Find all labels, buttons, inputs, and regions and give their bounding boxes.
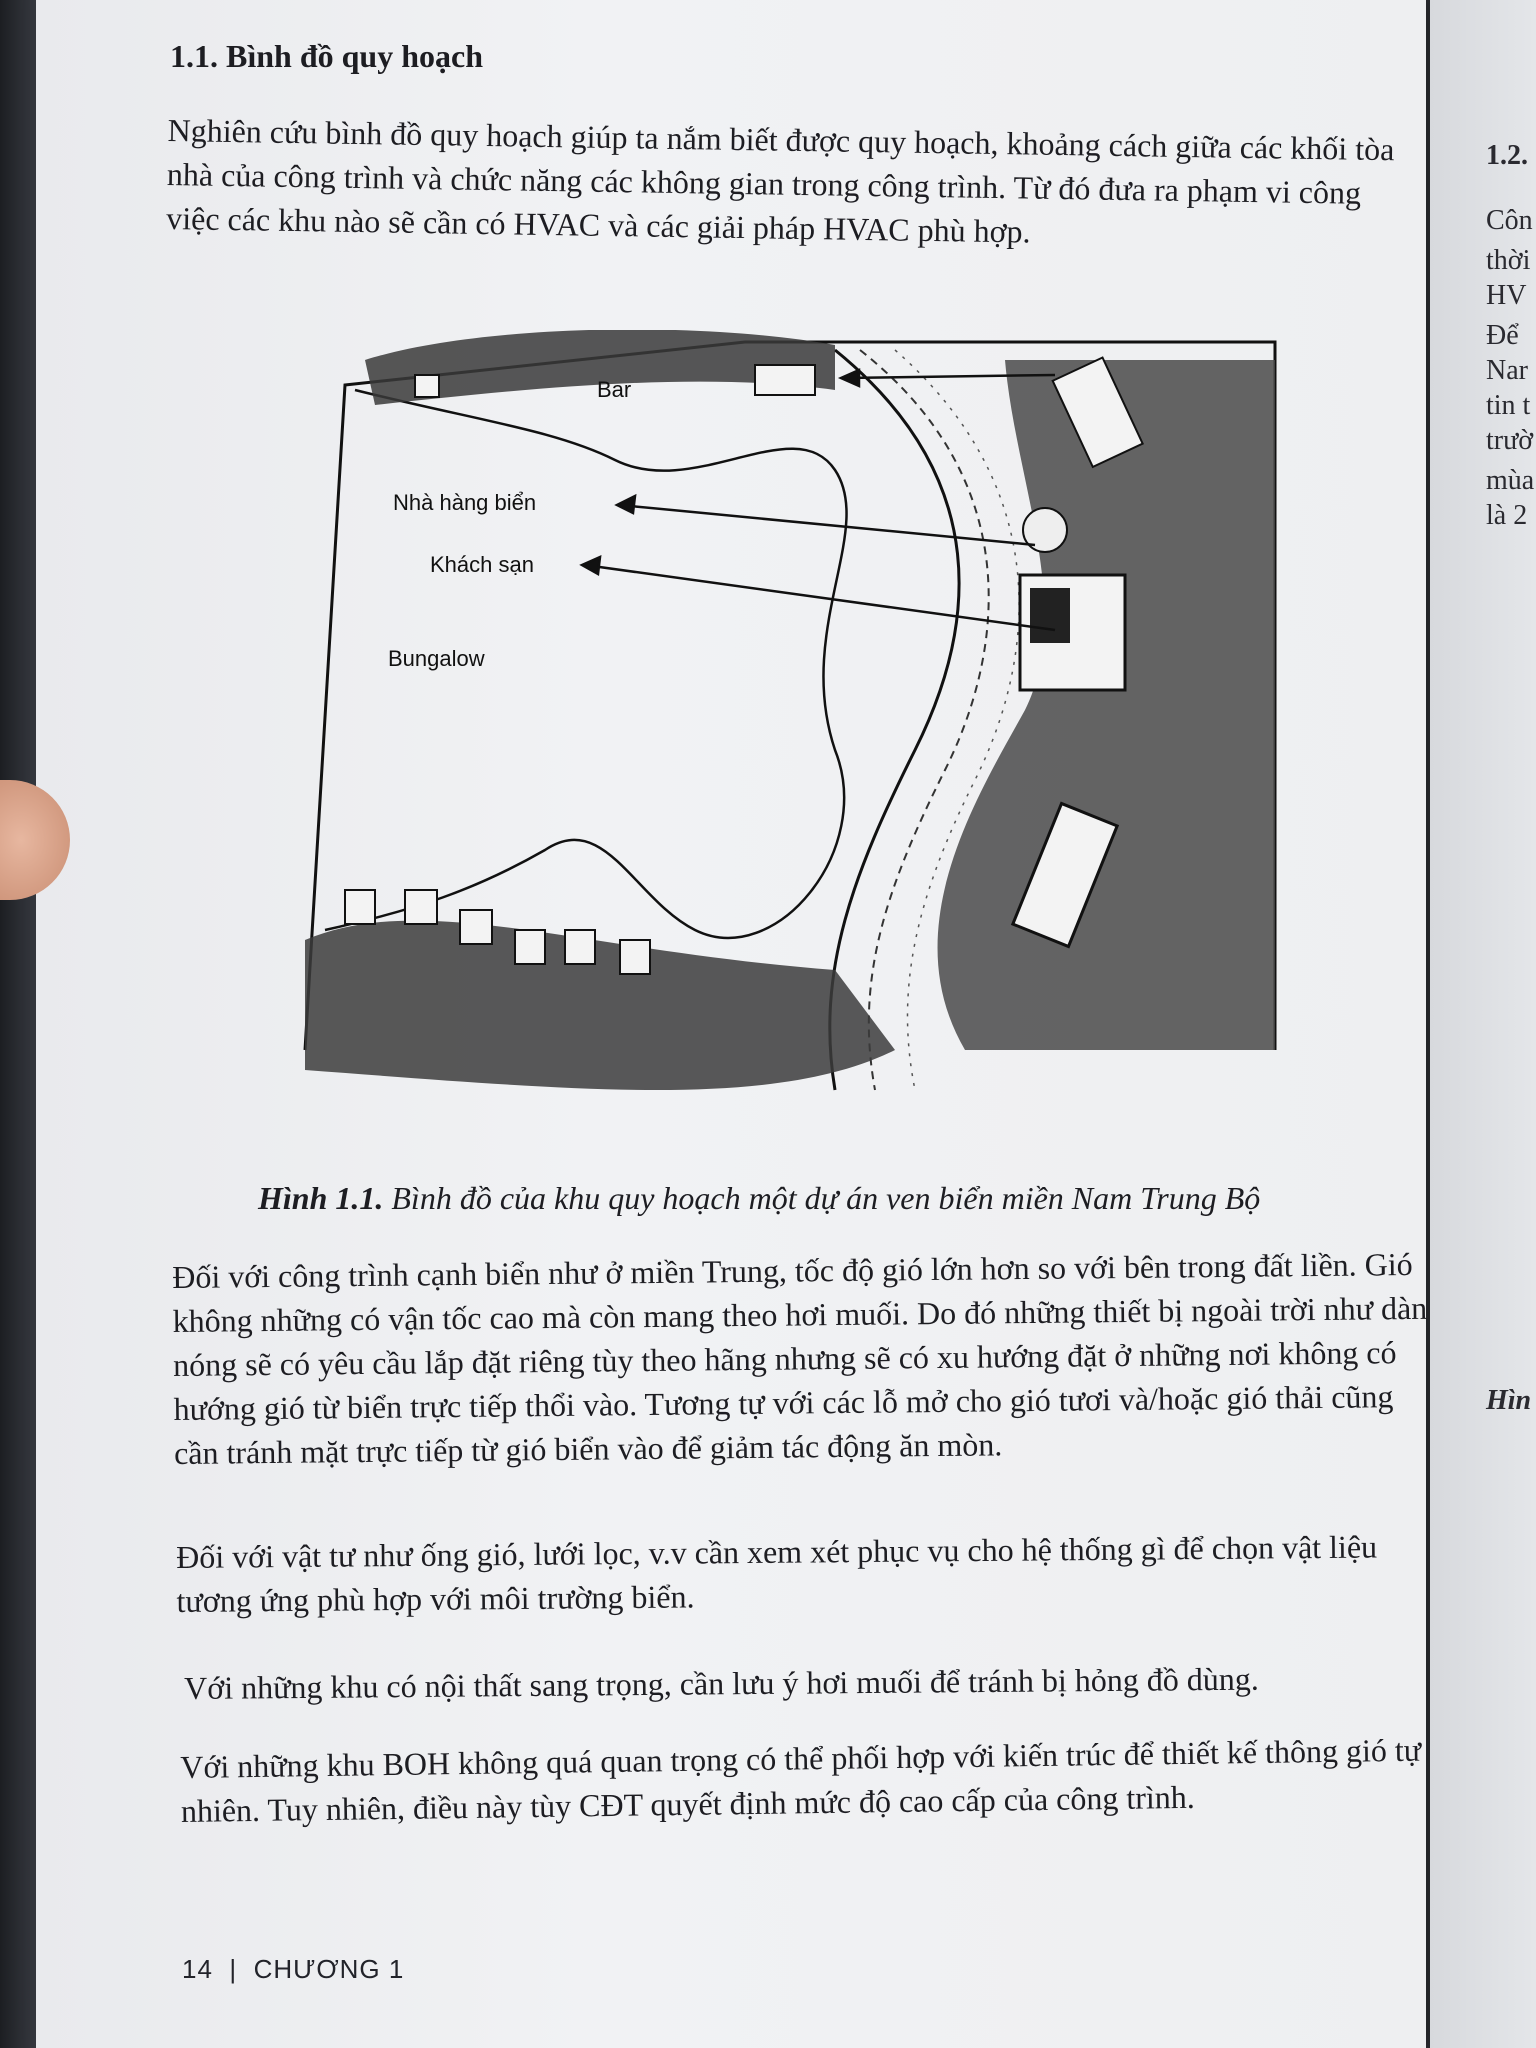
vegetation-right [938, 360, 1275, 1050]
next-page-line: tin t [1486, 390, 1531, 421]
body-paragraph-2: Đối với vật tư như ống gió, lưới lọc, v.v cần xem xét phục vụ cho hệ thống gì để chọn vật liệu tương ứng phù hợp với môi trường biển. [176, 1528, 1378, 1619]
body-paragraph-3: Với những khu có nội thất sang trọng, cần lưu ý hơi muối để tránh bị hỏng đồ dùng. [184, 1660, 1259, 1706]
next-page-line: Để [1486, 320, 1519, 351]
site-plan-figure [275, 330, 1315, 1140]
hotel-pool [1030, 588, 1070, 643]
bungalow-unit [565, 930, 595, 964]
beach-line-outer [830, 350, 959, 1090]
footer-separator: | [229, 1954, 238, 1984]
next-page-heading: 1.2. [1486, 140, 1528, 171]
bungalow-unit [460, 910, 492, 944]
figure-caption [258, 1180, 1260, 1217]
arrow-hotel [585, 565, 1055, 630]
arrow-bar-head [841, 370, 859, 386]
top-house [415, 375, 439, 397]
bungalow-unit [620, 940, 650, 974]
desk-background [0, 0, 40, 2048]
intro-paragraph: Nghiên cứu bình đồ quy hoạch giúp ta nắm biết được quy hoạch, khoảng cách giữa các khối tòa nhà của công trình và chức năng các không gian trong công trình. Từ đó đưa ra phạm vi công việc các khu nào sẽ cần có HVAC và các giải pháp HVAC phù hợp. [165, 111, 1395, 250]
next-page-line: mùa [1486, 465, 1535, 496]
body-paragraph-1: Đối với công trình cạnh biển như ở miền Trung, tốc độ gió lớn hơn so với bên trong đất liền. Gió không những có vận tốc cao mà còn mang theo hơi muối. Do đó những thiết bị ngoài trời như dàn nóng sẽ có yêu cầu lắp đặt riêng tùy theo hãng nhưng sẽ có xu hướng đặt ở những nơi không có hướng gió từ biển trực tiếp thổi vào. Tương tự với các lỗ mở cho gió tươi và/hoặc gió thải cũng cần tránh mặt trực tiếp từ gió biển vào để giảm tác động ăn mòn. [172, 1246, 1428, 1471]
bar-building [755, 365, 815, 395]
next-page-line: Nar [1486, 355, 1528, 386]
next-page-figure-ref: Hìn [1486, 1385, 1532, 1416]
page-number: 14 [182, 1954, 213, 1984]
next-page-line: là 2 [1486, 500, 1528, 531]
label-restaurant: Nhà hàng biển [393, 490, 537, 515]
page-footer [182, 1954, 404, 1985]
caption-number: Hình 1.1. [258, 1180, 384, 1216]
body-paragraph-4: Với những khu BOH không quá quan trọng có thể phối hợp với kiến trúc để thiết kế thông gió tự nhiên. Tuy nhiên, điều này tùy CĐT quyết định mức độ cao cấp của công trình. [180, 1731, 1422, 1829]
next-page-line: Côn [1486, 205, 1533, 236]
next-page-line: HV [1486, 280, 1527, 311]
label-bungalow: Bungalow [388, 646, 485, 671]
section-title: 1.1. Bình đồ quy hoạch [170, 38, 484, 74]
caption-text: Bình đồ của khu quy hoạch một dự án ven biển miền Nam Trung Bộ [383, 1180, 1261, 1216]
bungalow-unit [515, 930, 545, 964]
arrow-hotel-head [582, 557, 600, 574]
vegetation-bottom [305, 921, 895, 1090]
label-hotel: Khách sạn [430, 552, 534, 577]
label-bar: Bar [597, 377, 632, 402]
bungalow-unit [405, 890, 437, 924]
chapter-label: CHƯƠNG 1 [253, 1954, 405, 1984]
next-page-line: thời [1486, 245, 1531, 276]
next-page-line: trườ [1486, 425, 1534, 456]
arrow-restaurant-head [617, 496, 635, 513]
bungalow-unit [345, 890, 375, 924]
arrow-restaurant [620, 505, 1035, 545]
